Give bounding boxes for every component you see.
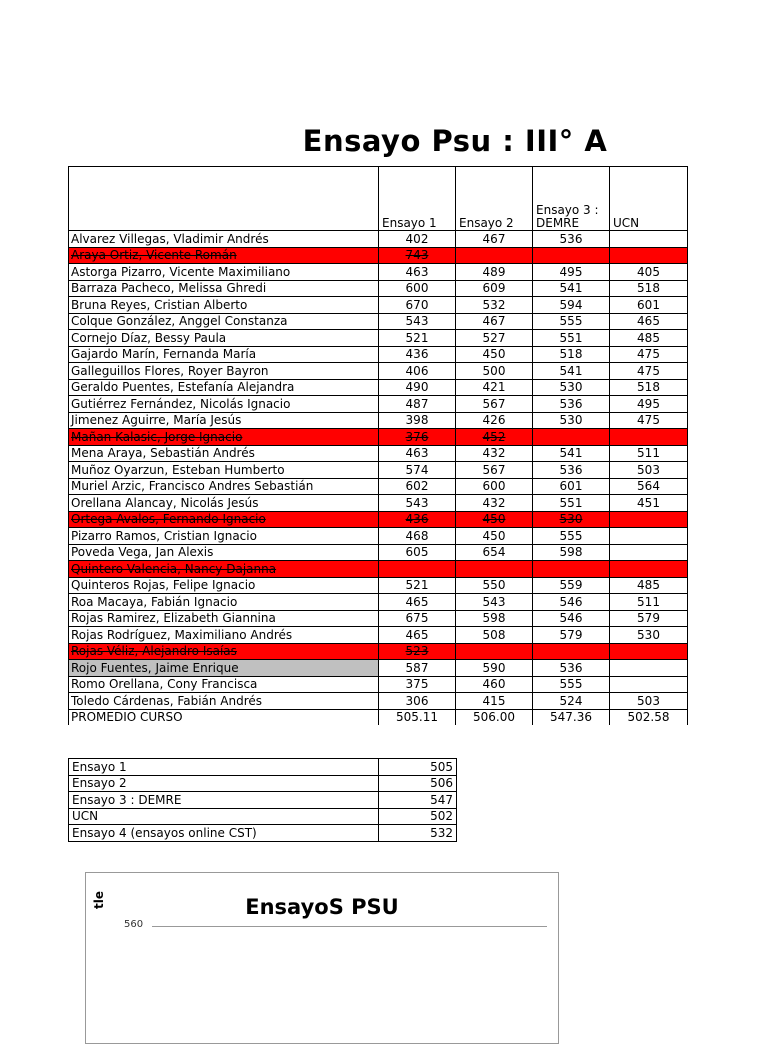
score-cell-e2[interactable]: 550 <box>456 577 533 594</box>
score-cell-ucn[interactable]: 475 <box>610 363 688 380</box>
score-cell-ucn[interactable]: 451 <box>610 495 688 512</box>
score-cell-e1[interactable]: 605 <box>379 544 456 561</box>
summary-value-cell[interactable]: 532 <box>379 825 457 842</box>
score-cell-e1[interactable]: 402 <box>379 231 456 248</box>
score-cell-e3[interactable]: 518 <box>533 346 610 363</box>
score-cell-e1[interactable]: 670 <box>379 297 456 314</box>
score-cell-ucn[interactable]: 465 <box>610 313 688 330</box>
table-row <box>69 610 688 627</box>
student-name-cell[interactable]: Rojo Fuentes, Jaime Enrique <box>69 660 379 677</box>
score-cell-e2[interactable]: 467 <box>456 231 533 248</box>
score-cell-ucn[interactable] <box>610 511 688 528</box>
score-cell-e1[interactable]: 587 <box>379 660 456 677</box>
average-cell-e1[interactable]: 505.11 <box>379 709 456 725</box>
score-cell-e3[interactable]: 541 <box>533 280 610 297</box>
score-cell-e2[interactable]: 543 <box>456 594 533 611</box>
score-cell-e1[interactable]: 436 <box>379 511 456 528</box>
table-row <box>69 346 688 363</box>
summary-value-cell[interactable]: 502 <box>379 808 457 825</box>
score-cell-ucn[interactable]: 579 <box>610 610 688 627</box>
score-cell-ucn[interactable] <box>610 429 688 446</box>
score-cell-e3[interactable]: 541 <box>533 363 610 380</box>
score-cell-e1[interactable]: 574 <box>379 462 456 479</box>
score-cell-e1[interactable]: 600 <box>379 280 456 297</box>
score-cell-ucn[interactable]: 475 <box>610 412 688 429</box>
score-cell-ucn[interactable]: 564 <box>610 478 688 495</box>
student-name-cell[interactable]: Quintero Valencia, Nancy Dajanna <box>69 561 379 578</box>
score-cell-ucn[interactable]: 475 <box>610 346 688 363</box>
score-cell-e2[interactable]: 654 <box>456 544 533 561</box>
score-cell-ucn[interactable]: 485 <box>610 330 688 347</box>
average-cell-ucn[interactable]: 502.58 <box>610 709 688 725</box>
student-name-cell[interactable]: Ortega Avalos, Fernando Ignacio <box>69 511 379 528</box>
table-row <box>69 429 688 446</box>
score-cell-e3[interactable]: 524 <box>533 693 610 710</box>
table-row <box>69 247 688 264</box>
table-row <box>69 445 688 462</box>
table-row <box>69 478 688 495</box>
score-cell-e1[interactable]: 398 <box>379 412 456 429</box>
header-name[interactable] <box>69 167 379 231</box>
score-cell-ucn[interactable] <box>610 561 688 578</box>
score-cell-e3[interactable]: 495 <box>533 264 610 281</box>
score-cell-e2[interactable]: 450 <box>456 511 533 528</box>
summary-row <box>69 759 457 776</box>
score-cell-e2[interactable]: 415 <box>456 693 533 710</box>
student-name-cell[interactable]: Bruna Reyes, Cristian Alberto <box>69 297 379 314</box>
score-cell-e3[interactable]: 536 <box>533 231 610 248</box>
student-name-cell[interactable]: Roa Macaya, Fabián Ignacio <box>69 594 379 611</box>
student-name-cell[interactable]: Pizarro Ramos, Cristian Ignacio <box>69 528 379 545</box>
summary-row <box>69 792 457 809</box>
score-cell-ucn[interactable]: 518 <box>610 379 688 396</box>
header-ensayo-3[interactable]: Ensayo 3 : DEMRE <box>533 167 610 231</box>
student-name-cell[interactable]: Colque González, Anggel Constanza <box>69 313 379 330</box>
score-cell-e2[interactable]: 489 <box>456 264 533 281</box>
student-name-cell[interactable]: Barraza Pacheco, Melissa Ghredi <box>69 280 379 297</box>
score-cell-e1[interactable]: 463 <box>379 445 456 462</box>
summary-label-cell[interactable]: Ensayo 4 (ensayos online CST) <box>69 825 379 842</box>
average-label-cell[interactable]: PROMEDIO CURSO <box>69 709 379 725</box>
chart-tick-label: 560 <box>124 919 144 930</box>
summary-row <box>69 825 457 842</box>
score-cell-e3[interactable]: 594 <box>533 297 610 314</box>
student-name-cell[interactable]: Gutiérrez Fernández, Nicolás Ignacio <box>69 396 379 413</box>
score-cell-e1[interactable] <box>379 561 456 578</box>
score-cell-e3[interactable]: 559 <box>533 577 610 594</box>
score-cell-e2[interactable]: 598 <box>456 610 533 627</box>
score-cell-e1[interactable]: 521 <box>379 577 456 594</box>
table-row <box>69 280 688 297</box>
table-row <box>69 462 688 479</box>
header-ucn[interactable]: UCN <box>610 167 688 231</box>
score-cell-ucn[interactable] <box>610 231 688 248</box>
score-cell-e1[interactable]: 543 <box>379 495 456 512</box>
student-name-cell[interactable]: Mena Araya, Sebastián Andrés <box>69 445 379 462</box>
score-cell-e1[interactable]: 436 <box>379 346 456 363</box>
score-cell-e2[interactable]: 590 <box>456 660 533 677</box>
table-row <box>69 313 688 330</box>
summary-row <box>69 808 457 825</box>
score-cell-e1[interactable]: 463 <box>379 264 456 281</box>
table-row <box>69 627 688 644</box>
score-cell-e1[interactable]: 465 <box>379 594 456 611</box>
score-cell-e2[interactable]: 421 <box>456 379 533 396</box>
table-row <box>69 231 688 248</box>
score-cell-e3[interactable]: 546 <box>533 610 610 627</box>
student-name-cell[interactable]: Toledo Cárdenas, Fabián Andrés <box>69 693 379 710</box>
summary-row <box>69 775 457 792</box>
score-cell-ucn[interactable]: 495 <box>610 396 688 413</box>
table-row <box>69 693 688 710</box>
table-row <box>69 528 688 545</box>
summary-label-cell[interactable]: Ensayo 2 <box>69 775 379 792</box>
table-row <box>69 297 688 314</box>
table-row <box>69 660 688 677</box>
score-cell-e3[interactable]: 546 <box>533 594 610 611</box>
student-name-cell[interactable]: Cornejo Díaz, Bessy Paula <box>69 330 379 347</box>
table-row <box>69 577 688 594</box>
score-cell-e1[interactable]: 376 <box>379 429 456 446</box>
score-cell-e3[interactable]: 536 <box>533 462 610 479</box>
summary-label-cell[interactable]: Ensayo 3 : DEMRE <box>69 792 379 809</box>
score-cell-e3[interactable]: 555 <box>533 528 610 545</box>
table-row <box>69 264 688 281</box>
student-name-cell[interactable]: Rojas Véliz, Alejandro Isaías <box>69 643 379 660</box>
score-cell-e3[interactable]: 530 <box>533 379 610 396</box>
score-cell-e1[interactable]: 487 <box>379 396 456 413</box>
score-cell-e2[interactable]: 500 <box>456 363 533 380</box>
score-cell-e2[interactable]: 609 <box>456 280 533 297</box>
score-cell-ucn[interactable] <box>610 643 688 660</box>
score-cell-e3[interactable]: 551 <box>533 495 610 512</box>
score-cell-e3[interactable] <box>533 429 610 446</box>
score-cell-e3[interactable]: 555 <box>533 676 610 693</box>
score-cell-e1[interactable]: 543 <box>379 313 456 330</box>
score-cell-e3[interactable]: 541 <box>533 445 610 462</box>
summary-label-cell[interactable]: UCN <box>69 808 379 825</box>
header-ensayo-1[interactable]: Ensayo 1 <box>379 167 456 231</box>
summary-table <box>68 758 457 842</box>
score-cell-e3[interactable] <box>533 561 610 578</box>
student-name-cell[interactable]: Muriel Arzic, Francisco Andres Sebastián <box>69 478 379 495</box>
score-cell-e2[interactable]: 460 <box>456 676 533 693</box>
score-cell-ucn[interactable]: 511 <box>610 594 688 611</box>
student-name-cell[interactable]: Romo Orellana, Cony Francisca <box>69 676 379 693</box>
score-cell-e3[interactable]: 551 <box>533 330 610 347</box>
score-cell-e3[interactable]: 598 <box>533 544 610 561</box>
student-name-cell[interactable]: Gajardo Marín, Fernanda María <box>69 346 379 363</box>
score-cell-ucn[interactable] <box>610 660 688 677</box>
student-name-cell[interactable]: Rojas Ramirez, Elizabeth Giannina <box>69 610 379 627</box>
table-row <box>69 643 688 660</box>
chart-axis-label: tle <box>92 891 106 909</box>
score-cell-e2[interactable]: 467 <box>456 313 533 330</box>
table-row <box>69 379 688 396</box>
table-row <box>69 676 688 693</box>
score-cell-e3[interactable]: 601 <box>533 478 610 495</box>
score-cell-ucn[interactable]: 503 <box>610 693 688 710</box>
chart-box[interactable] <box>85 872 559 1044</box>
student-name-cell[interactable]: Orellana Alancay, Nicolás Jesús <box>69 495 379 512</box>
table-row <box>69 363 688 380</box>
table-row <box>69 594 688 611</box>
score-cell-e2[interactable] <box>456 247 533 264</box>
score-cell-e1[interactable]: 602 <box>379 478 456 495</box>
table-row <box>69 511 688 528</box>
student-name-cell[interactable]: Poveda Vega, Jan Alexis <box>69 544 379 561</box>
chart-title: EnsayoS PSU <box>245 895 399 919</box>
summary-value-cell[interactable]: 505 <box>379 759 457 776</box>
student-name-cell[interactable]: Alvarez Villegas, Vladimir Andrés <box>69 231 379 248</box>
score-cell-e2[interactable] <box>456 643 533 660</box>
score-cell-ucn[interactable]: 485 <box>610 577 688 594</box>
score-cell-e2[interactable]: 567 <box>456 462 533 479</box>
student-name-cell[interactable]: Geraldo Puentes, Estefanía Alejandra <box>69 379 379 396</box>
score-cell-e2[interactable]: 452 <box>456 429 533 446</box>
score-cell-e2[interactable]: 567 <box>456 396 533 413</box>
score-cell-e2[interactable]: 450 <box>456 346 533 363</box>
score-cell-e3[interactable]: 579 <box>533 627 610 644</box>
score-cell-e1[interactable]: 490 <box>379 379 456 396</box>
score-cell-e1[interactable]: 468 <box>379 528 456 545</box>
score-cell-e2[interactable]: 527 <box>456 330 533 347</box>
score-cell-ucn[interactable]: 530 <box>610 627 688 644</box>
score-cell-e3[interactable]: 530 <box>533 412 610 429</box>
score-cell-ucn[interactable]: 601 <box>610 297 688 314</box>
score-cell-e3[interactable]: 536 <box>533 660 610 677</box>
score-cell-e1[interactable]: 675 <box>379 610 456 627</box>
summary-value-cell[interactable]: 506 <box>379 775 457 792</box>
score-cell-e1[interactable]: 406 <box>379 363 456 380</box>
average-cell-e2[interactable]: 506.00 <box>456 709 533 725</box>
table-row <box>69 544 688 561</box>
score-cell-ucn[interactable]: 503 <box>610 462 688 479</box>
score-cell-e1[interactable]: 521 <box>379 330 456 347</box>
table-row <box>69 396 688 413</box>
score-cell-e2[interactable] <box>456 561 533 578</box>
score-cell-ucn[interactable] <box>610 544 688 561</box>
student-name-cell[interactable]: Araya Ortiz, Vicente Román <box>69 247 379 264</box>
average-cell-e3[interactable]: 547.36 <box>533 709 610 725</box>
score-cell-e3[interactable]: 530 <box>533 511 610 528</box>
student-name-cell[interactable]: Muñoz Oyarzun, Esteban Humberto <box>69 462 379 479</box>
summary-value-cell[interactable]: 547 <box>379 792 457 809</box>
header-ensayo-2[interactable]: Ensayo 2 <box>456 167 533 231</box>
student-name-cell[interactable]: Galleguillos Flores, Royer Bayron <box>69 363 379 380</box>
score-cell-e1[interactable]: 375 <box>379 676 456 693</box>
score-cell-e1[interactable]: 743 <box>379 247 456 264</box>
score-cell-e2[interactable]: 450 <box>456 528 533 545</box>
table-row <box>69 495 688 512</box>
score-cell-e2[interactable]: 508 <box>456 627 533 644</box>
summary-label-cell[interactable]: Ensayo 1 <box>69 759 379 776</box>
score-cell-e3[interactable] <box>533 247 610 264</box>
score-cell-ucn[interactable]: 511 <box>610 445 688 462</box>
score-cell-e3[interactable]: 536 <box>533 396 610 413</box>
score-cell-e3[interactable]: 555 <box>533 313 610 330</box>
score-cell-e1[interactable]: 523 <box>379 643 456 660</box>
score-cell-ucn[interactable] <box>610 528 688 545</box>
page-title: Ensayo Psu : III° A <box>302 124 608 158</box>
student-name-cell[interactable]: Quinteros Rojas, Felipe Ignacio <box>69 577 379 594</box>
score-cell-ucn[interactable]: 518 <box>610 280 688 297</box>
scores-table <box>68 166 688 725</box>
header-row <box>69 167 688 231</box>
table-row <box>69 561 688 578</box>
score-cell-e2[interactable]: 426 <box>456 412 533 429</box>
score-cell-ucn[interactable] <box>610 247 688 264</box>
table-row <box>69 330 688 347</box>
score-cell-e2[interactable]: 432 <box>456 445 533 462</box>
score-cell-e2[interactable]: 532 <box>456 297 533 314</box>
score-cell-ucn[interactable] <box>610 676 688 693</box>
student-name-cell[interactable]: Astorga Pizarro, Vicente Maximiliano <box>69 264 379 281</box>
score-cell-e1[interactable]: 306 <box>379 693 456 710</box>
score-cell-e2[interactable]: 432 <box>456 495 533 512</box>
chart-gridline <box>152 926 547 927</box>
student-name-cell[interactable]: Rojas Rodríguez, Maximiliano Andrés <box>69 627 379 644</box>
score-cell-e2[interactable]: 600 <box>456 478 533 495</box>
score-cell-e1[interactable]: 465 <box>379 627 456 644</box>
student-name-cell[interactable]: Mañan Kalasic, Jorge Ignacio <box>69 429 379 446</box>
score-cell-ucn[interactable]: 405 <box>610 264 688 281</box>
student-name-cell[interactable]: Jimenez Aguirre, María Jesús <box>69 412 379 429</box>
score-cell-e3[interactable] <box>533 643 610 660</box>
table-row <box>69 412 688 429</box>
average-row <box>69 709 688 725</box>
